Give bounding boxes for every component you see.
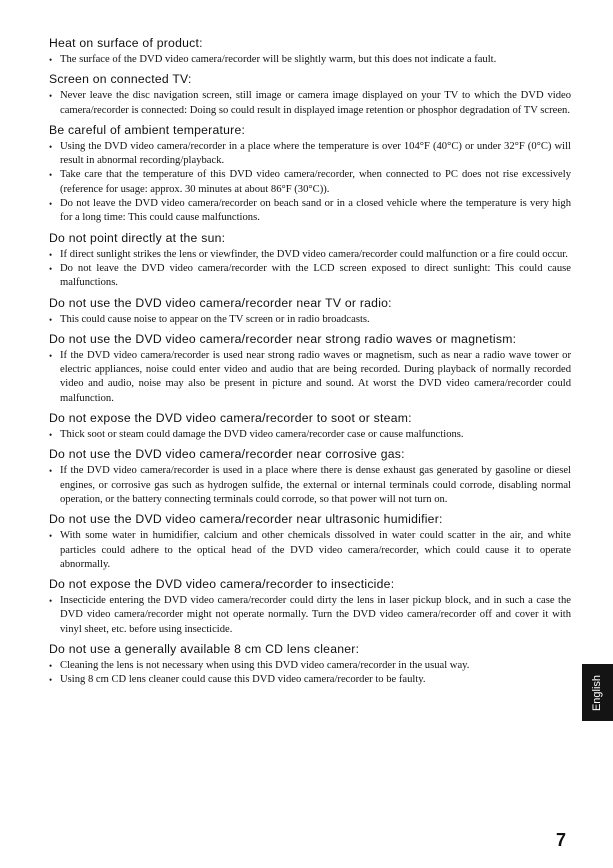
bullet-list <box>49 140 571 226</box>
bullet-list <box>49 89 571 118</box>
bullet-item: • This could cause noise to appear on the TV screen or in radio broadcasts. <box>49 313 571 327</box>
section <box>49 296 571 327</box>
section-heading: Do not use the DVD video camera/recorder near strong radio waves or magnetism: <box>49 331 517 346</box>
page-number: 7 <box>556 830 567 850</box>
section-heading: Do not point directly at the sun: <box>49 230 226 245</box>
section-heading: Do not use a generally available 8 cm CD lens cleaner: <box>49 642 360 657</box>
section <box>49 512 571 572</box>
section <box>49 231 571 291</box>
bullet-list <box>49 428 571 442</box>
bullet-list <box>49 313 571 327</box>
bullet-item: • Never leave the disc navigation screen, still image or camera image displayed on your TV to which the DVD video camera/recorder is connected: Doing so could result in displayed image retention or phosphor degradation of TV screen. <box>49 89 571 118</box>
language-tab-label: English <box>591 674 604 711</box>
bullet-item: • Cleaning the lens is not necessary when using this DVD video camera/recorder in the usual way. <box>49 659 571 673</box>
bullet-list <box>49 659 571 688</box>
bullet-item: • Using 8 cm CD lens cleaner could cause this DVD video camera/recorder to be faulty. <box>49 673 571 687</box>
section <box>49 36 571 67</box>
bullet-item: • With some water in humidifier, calcium and other chemicals dissolved in water could scatter in the air, and white particles could adhere to the optical head of the DVD video camera/recorder, which could cause it to operate abnormally. <box>49 529 571 572</box>
section-heading: Be careful of ambient temperature: <box>49 122 246 137</box>
bullet-item: • If the DVD video camera/recorder is used near strong radio waves or magnetism, such as near a radio wave tower or electric appliances, noise could enter video and audio that are being recorded. During playback of normally recorded video and audio, noise may also be present in picture and sound. At worst the DVD video camera/recorder could malfunction. <box>49 349 571 406</box>
bullet-item: • Do not leave the DVD video camera/recorder with the LCD screen exposed to direct sunlight: This could cause malfunctions. <box>49 262 571 291</box>
section <box>49 123 571 226</box>
page-content <box>49 36 571 688</box>
section-heading: Do not use the DVD video camera/recorder near ultrasonic humidifier: <box>49 512 443 527</box>
bullet-list <box>49 594 571 637</box>
section-heading: Do not use the DVD video camera/recorder near TV or radio: <box>49 295 392 310</box>
section-heading: Do not expose the DVD video camera/recorder to soot or steam: <box>49 411 412 426</box>
section <box>49 642 571 688</box>
language-tab <box>582 664 613 721</box>
bullet-item: • The surface of the DVD video camera/recorder will be slightly warm, but this does not indicate a fault. <box>49 53 571 67</box>
section-heading: Do not use the DVD video camera/recorder near corrosive gas: <box>49 447 405 462</box>
bullet-list <box>49 248 571 291</box>
section-heading: Do not expose the DVD video camera/recorder to insecticide: <box>49 577 395 592</box>
bullet-item: • Do not leave the DVD video camera/recorder on beach sand or in a closed vehicle where the temperature is very high for a long time: This could cause malfunctions. <box>49 197 571 226</box>
bullet-item: • Thick soot or steam could damage the DVD video camera/recorder case or cause malfunctions. <box>49 428 571 442</box>
bullet-item: • Insecticide entering the DVD video camera/recorder could dirty the lens in laser pickup block, and in such a case the DVD video camera/recorder might not operate normally. Turn the DVD video camera/recorder off and cover it with vinyl sheet, etc. before using insecticide. <box>49 594 571 637</box>
section <box>49 447 571 507</box>
bullet-list <box>49 349 571 406</box>
bullet-item: • Using the DVD video camera/recorder in a place where the temperature is over 104°F (40°C) or under 32°F (0°C) will result in abnormal recording/playback. <box>49 140 571 169</box>
bullet-list <box>49 529 571 572</box>
bullet-item: • If direct sunlight strikes the lens or viewfinder, the DVD video camera/recorder could malfunction or a fire could occur. <box>49 248 571 262</box>
section <box>49 411 571 442</box>
bullet-list <box>49 464 571 507</box>
section-heading: Heat on surface of product: <box>49 36 203 50</box>
bullet-item: • If the DVD video camera/recorder is used in a place where there is dense exhaust gas generated by gasoline or diesel engines, or corrosive gas such as hydrogen sulfide, the external or internal terminals could corrode, disabling normal operation, or the battery connecting terminals could corrode, so that power will not turn on. <box>49 464 571 507</box>
section <box>49 72 571 118</box>
bullet-item: • Take care that the temperature of this DVD video camera/recorder, when connected to PC does not rise excessively (reference for usage: approx. 30 minutes at about 86°F (30°C)). <box>49 168 571 197</box>
section <box>49 332 571 406</box>
bullet-list <box>49 53 571 67</box>
section <box>49 577 571 637</box>
section-heading: Screen on connected TV: <box>49 72 192 87</box>
